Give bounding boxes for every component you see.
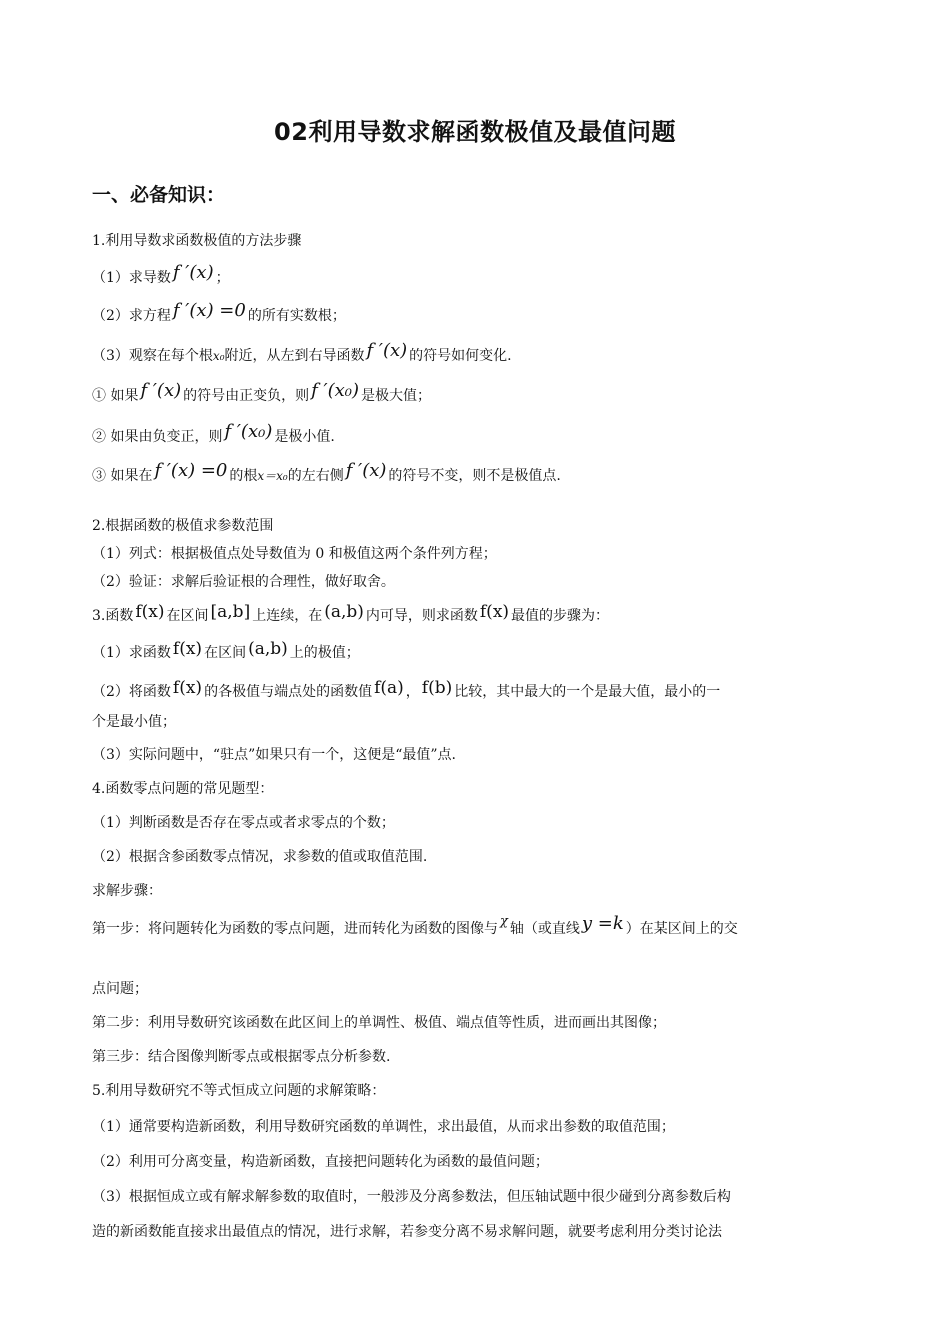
text-line: 1.利用导数求函数极值的方法步骤 <box>92 233 302 249</box>
math-formula: x＝x₀ <box>257 469 288 483</box>
text-line: ① 如果 f ′(x) 的符号由正变负，则 f ′(x₀) 是极大值； <box>92 380 432 404</box>
math-formula: f(x) <box>172 678 203 698</box>
math-formula: f ′(x) <box>172 262 214 283</box>
text-line: （1）求导数 f ′(x) ； <box>92 262 230 286</box>
text-line: （3）观察在每个根x₀附近，从左到右导函数 f ′(x) 的符号如何变化. <box>92 340 512 364</box>
text-line: （2）利用可分离变量，构造新函数，直接把问题转化为函数的最值问题； <box>92 1154 549 1170</box>
math-formula: f ′(x) <box>345 460 387 481</box>
text-line: 3.函数 f(x) 在区间 [a,b] 上连续，在 (a,b) 内可导，则求函数 f(x) 最值的步骤为： <box>92 602 610 624</box>
text-line: （3）实际问题中，“驻点”如果只有一个，这便是“最值”点. <box>92 747 456 763</box>
text-line: 第二步：利用导数研究该函数在此区间上的单调性、极值、端点值等性质，进而画出其图像； <box>92 1015 666 1031</box>
text-line: （1）通常要构造新函数，利用导数研究函数的单调性，求出最值，从而求出参数的取值范围； <box>92 1119 675 1135</box>
page-title: 02利用导数求解函数极值及最值问题 <box>274 118 676 146</box>
text-line: 点问题； <box>92 981 148 997</box>
text-line: 造的新函数能直接求出最值点的情况，进行求解，若参变分离不易求解问题，就要考虑利用分类讨论法 <box>92 1224 722 1240</box>
section-heading: 一、必备知识： <box>92 184 226 206</box>
text-line: 第三步：结合图像判断零点或根据零点分析参数. <box>92 1049 391 1065</box>
math-formula: χ <box>500 914 508 929</box>
text-line: 求解步骤： <box>92 883 162 899</box>
text-line: （2）验证：求解后验证根的合理性，做好取舍。 <box>92 574 395 590</box>
text-line: 2.根据函数的极值求参数范围 <box>92 518 274 534</box>
math-formula: f ′(x) <box>366 340 408 361</box>
math-formula: x₀ <box>212 349 225 363</box>
math-formula: [a,b] <box>210 602 251 622</box>
math-formula: f(a) <box>374 678 404 698</box>
math-formula: f ′(x₀) <box>224 421 273 442</box>
math-formula: f ′(x) =0 <box>172 300 246 321</box>
math-formula: (a,b) <box>324 602 364 622</box>
text-line: 个是最小值； <box>92 714 176 730</box>
math-formula: f(x) <box>172 639 203 659</box>
math-formula: f ′(x₀) <box>311 380 360 401</box>
text-line: （2）根据含参函数零点情况，求参数的值或取值范围. <box>92 849 428 865</box>
text-line: ③ 如果在 f ′(x) =0 的根x＝x₀的左右侧 f ′(x) 的符号不变，则不是极值点. <box>92 460 561 484</box>
math-formula: f ′(x) <box>140 380 182 401</box>
text-line: 第一步：将问题转化为函数的零点问题，进而转化为函数的图像与 χ 轴（或直线 y =k ）在某区间上的交 <box>92 913 738 937</box>
text-line: （3）根据恒成立或有解求解参数的取值时，一般涉及分离参数法，但压轴试题中很少碰到分离参数后构 <box>92 1189 731 1205</box>
text-line: 5.利用导数研究不等式恒成立问题的求解策略： <box>92 1083 386 1099</box>
math-formula: f(x) <box>479 602 510 622</box>
math-formula: f ′(x) =0 <box>154 460 228 481</box>
text-line: （1）判断函数是否存在零点或者求零点的个数； <box>92 815 395 831</box>
text-line: （2）求方程 f ′(x) =0 的所有实数根； <box>92 300 346 324</box>
math-formula: y =k <box>581 913 624 934</box>
text-line: （1）列式：根据极值点处导数值为 0 和极值这两个条件列方程； <box>92 546 497 562</box>
math-formula: f(x) <box>135 602 165 622</box>
text-line: （1）求函数 f(x) 在区间 (a,b) 上的极值； <box>92 639 360 661</box>
text-line: （2）将函数 f(x) 的各极值与端点处的函数值 f(a) ， f(b) 比较，其中最大的一个是最大值，最小的一 <box>92 678 721 700</box>
text-line: ② 如果由负变正，则 f ′(x₀) 是极小值. <box>92 421 335 445</box>
math-formula: (a,b) <box>248 639 288 659</box>
text-line: 4.函数零点问题的常见题型： <box>92 781 274 797</box>
math-formula: f(b) <box>421 678 453 698</box>
